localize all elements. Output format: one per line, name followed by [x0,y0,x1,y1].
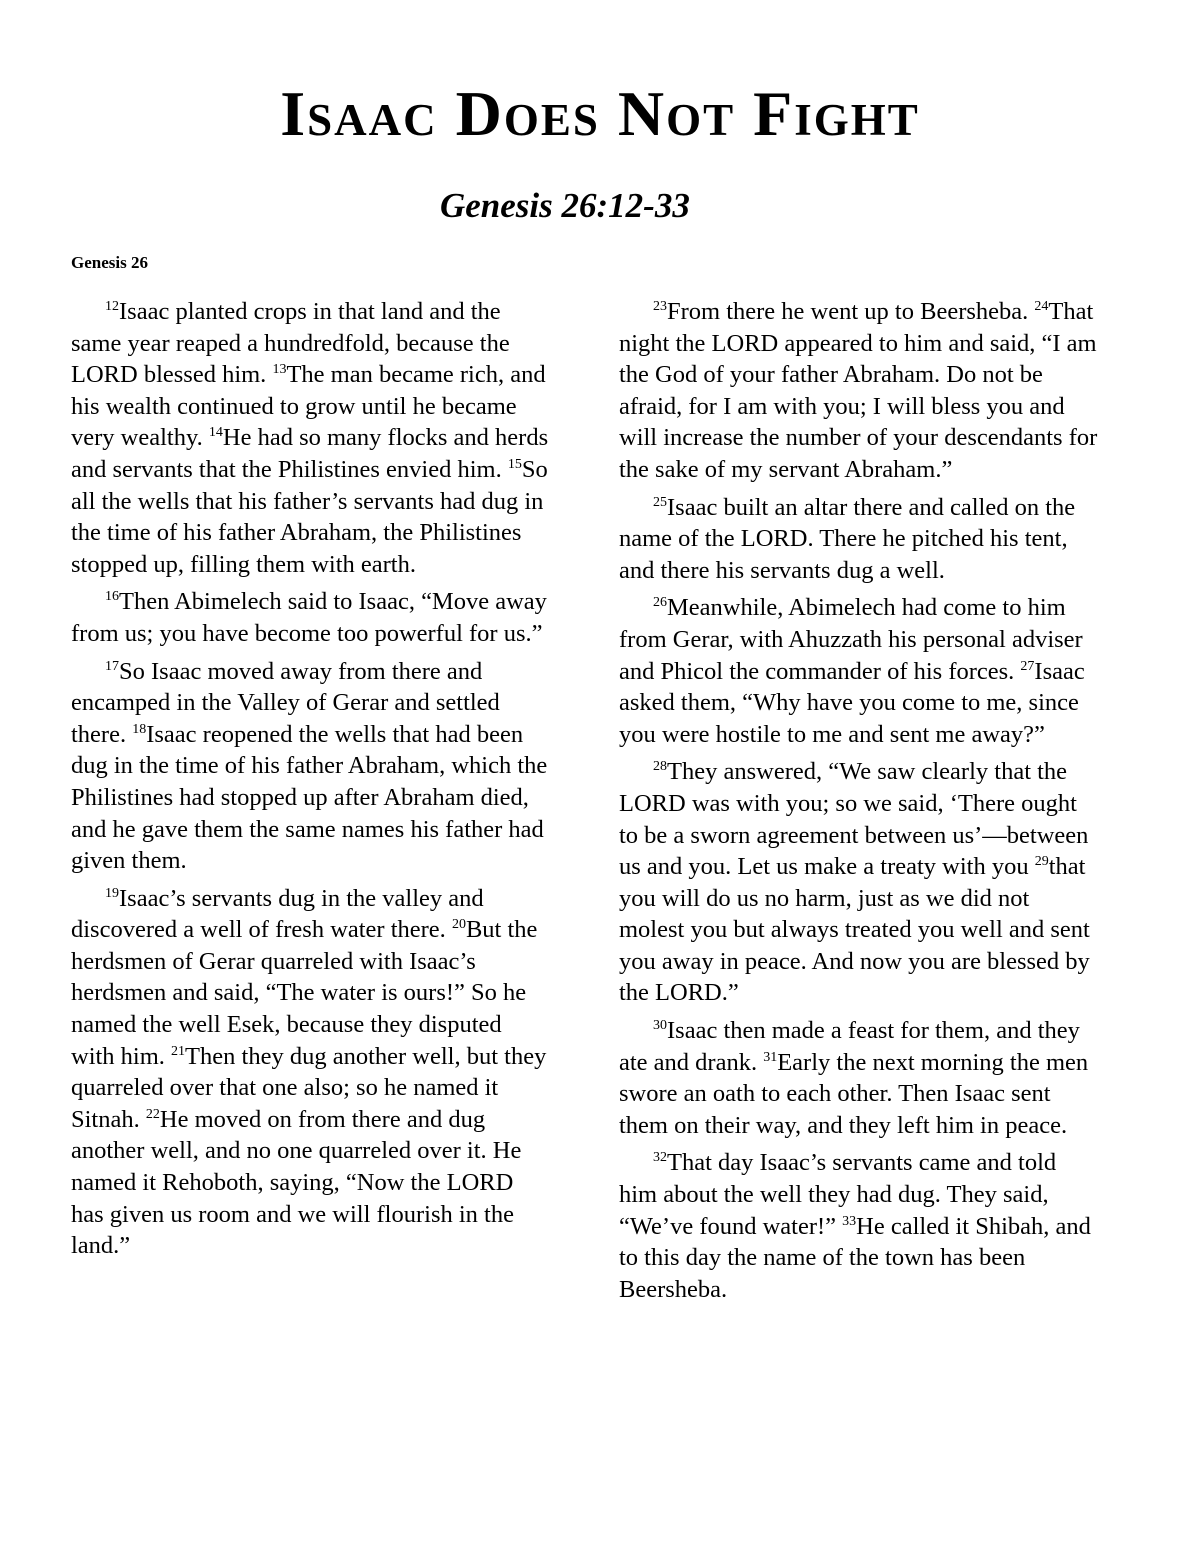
verse-number: 25 [653,494,667,510]
verse-text: That day Isaac’s servants came and told him about the well they had dug. They said, “We’ve found water!” [619,1149,1057,1240]
verse-text: Isaac asked them, “Why have you come to me, since you were hostile to me and sent me away?” [619,657,1085,748]
verse-text: But the herdsmen of Gerar quarreled with Isaac’s herdsmen and said, “The water is ours!” So he named the well Esek, because they disputed with him. [71,916,538,1070]
paragraph [619,1147,1099,1305]
verse-text: Isaac built an altar there and called on the name of the LORD. There he pitched his tent, and there his servants dug a well. [619,493,1076,584]
verse-text: So Isaac moved away from there and encamped in the Valley of Gerar and settled there. [71,657,500,748]
chapter-label: Genesis 26 [71,253,148,272]
verse-number: 19 [105,885,119,901]
verse-text: Early the next morning the men swore an oath to each other. Then Isaac sent them on their way, and they left him in peace. [619,1048,1089,1139]
verse-number: 23 [653,299,667,314]
verse-number: 22 [145,1106,160,1122]
verse-number: 30 [653,1018,667,1034]
verse-number: 12 [105,299,119,314]
verse-text: They answered, “We saw clearly that the LORD was with you; so we said, ‘There ought to be a sworn agreement between us’—between us and you. Let us make a treaty with you [619,758,1089,881]
verse-number: 28 [653,759,667,775]
verse-text: He called it Shibah, and to this day the name of the town has been Beersheba. [619,1212,1091,1303]
verse-number: 27 [1020,658,1035,674]
verse-number: 16 [105,589,119,605]
verse-number: 14 [208,425,223,441]
verse-text: He moved on from there and dug another well, and no one quarreled over it. He named it Rehoboth, saying, “Now the LORD has given us room and we will flourish in the land.” [71,1105,522,1260]
verse-number: 31 [763,1049,778,1065]
verse-number: 18 [132,721,147,737]
paragraph [619,296,1099,486]
paragraph [71,656,549,877]
verse-text: The man became rich, and his wealth continued to grow until he became very wealthy. [71,361,546,452]
verse-number: 13 [272,362,287,378]
verse-text: that you will do us no harm, just as we did not molest you but always treated you well and sent you away in peace. And now you are blessed by the LORD.” [619,853,1090,1007]
scripture-reference: Genesis 26:12-33 [440,186,690,225]
verse-number: 17 [105,658,119,674]
verse-text: Meanwhile, Abimelech had come to him from Gerar, with Ahuzzath his personal adviser and Phicol the commander of his forces. [619,594,1083,685]
verse-text: Then Abimelech said to Isaac, “Move away from us; you have become too powerful for us.” [71,588,547,647]
verse-number: 29 [1034,854,1049,870]
verse-text: Isaac then made a feast for them, and they ate and drank. [619,1017,1080,1076]
verse-text: Isaac reopened the wells that had been dug in the time of his father Abraham, which the Philistines had stopped up after Abraham died, and he gave them the same names his father had given them. [71,720,548,875]
verse-text: That night the LORD appeared to him and said, “I am the God of your father Abraham. Do not be afraid, for I am with you; I will bless you and will increase the number of your descendants for the sake of my servant Abraham.” [619,298,1098,483]
right-column [619,296,1099,1311]
verse-text: So all the wells that his father’s servants had dug in the time of his father Abraham, the Philistines stopped up, filling them with earth. [71,455,548,578]
verse-text: He had so many flocks and herds and servants that the Philistines envied him. [71,424,549,483]
verse-number: 33 [842,1213,857,1229]
verse-number: 15 [507,456,522,472]
paragraph [71,883,549,1262]
verse-text: Isaac planted crops in that land and the same year reaped a hundredfold, because the LORD blessed him. [71,298,510,389]
page-title: Isaac Does Not Fight [280,78,920,149]
paragraph [619,756,1099,1009]
paragraph [619,1015,1099,1141]
verse-text: Isaac’s servants dug in the valley and discovered a well of fresh water there. [71,884,484,944]
paragraph [619,592,1099,750]
paragraph [71,586,549,649]
verse-text: Then they dug another well, but they quarreled over that one also; so he named it Sitnah. [71,1042,547,1133]
paragraph [71,296,549,580]
verse-number: 21 [171,1043,186,1059]
paragraph [619,492,1099,587]
verse-text: From there he went up to Beersheba. [667,298,1035,325]
left-column [71,296,549,1268]
verse-number: 26 [653,595,667,611]
verse-number: 32 [653,1150,667,1166]
verse-number: 20 [451,917,466,933]
verse-number: 24 [1034,299,1049,314]
